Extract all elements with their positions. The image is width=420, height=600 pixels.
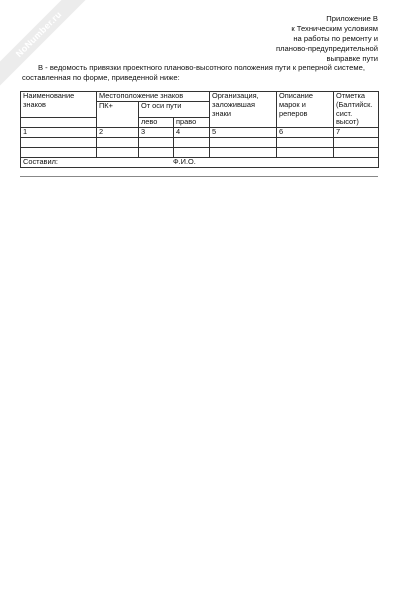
header-line: выправке пути: [326, 54, 378, 63]
table-header-row: [21, 92, 379, 102]
header-line: планово-предупредительной: [276, 44, 378, 53]
header-right-cell: право: [174, 118, 210, 128]
header-desc-cell: Описание марок и реперов: [277, 92, 334, 128]
signature-cell: [21, 158, 379, 168]
compiled-label: Составил:: [23, 157, 58, 167]
table-cell: 6: [277, 128, 334, 138]
table-cell: 5: [210, 128, 277, 138]
table-cell: [21, 148, 97, 158]
fio-label: Ф.И.О.: [173, 157, 196, 167]
header-axis-cell: От оси пути: [139, 101, 210, 118]
header-line: к Техническим условиям: [291, 24, 378, 33]
table-cell: [97, 148, 139, 158]
table-cell: 3: [139, 128, 174, 138]
header-name-cell: Наименование знаков: [21, 92, 97, 118]
header-pk-cell: ПК+: [97, 101, 139, 127]
table-cell: [97, 138, 139, 148]
table-cell: [277, 138, 334, 148]
table-cell: 1: [21, 128, 97, 138]
header-location-cell: Местоположение знаков: [97, 92, 210, 102]
table-cell: [334, 138, 379, 148]
table-row: [21, 138, 379, 148]
header-line: на работы по ремонту и: [293, 34, 378, 43]
table-cell: 7: [334, 128, 379, 138]
table-cell: [21, 138, 97, 148]
divider-line: [20, 176, 378, 177]
table-cell: [139, 138, 174, 148]
watermark-text: NoNumber.ru: [13, 9, 64, 60]
header-name-spacer: [21, 118, 97, 128]
table-cell: [210, 138, 277, 148]
table-cell: 4: [174, 128, 210, 138]
intro-paragraph: В - ведомость привязки проектного планово-высотного положения пути к реперной системе, составленная по форме, приведенной ниже:: [22, 63, 365, 82]
signature-row: [21, 158, 379, 168]
benchmark-table: [20, 91, 379, 168]
table-cell: [174, 138, 210, 148]
table-cell: [210, 148, 277, 158]
header-line: Приложение В: [326, 14, 378, 23]
header-mark-cell: Отметка (Балтийск. сист. высот): [334, 92, 379, 128]
header-left-cell: лево: [139, 118, 174, 128]
table-cell: [139, 148, 174, 158]
table-cell: [277, 148, 334, 158]
table-row: [21, 148, 379, 158]
table-cell: [334, 148, 379, 158]
table-cell: 2: [97, 128, 139, 138]
appendix-header: [276, 14, 378, 64]
table-cell: [174, 148, 210, 158]
header-org-cell: Организация, заложившая знаки: [210, 92, 277, 128]
table-row: [21, 128, 379, 138]
